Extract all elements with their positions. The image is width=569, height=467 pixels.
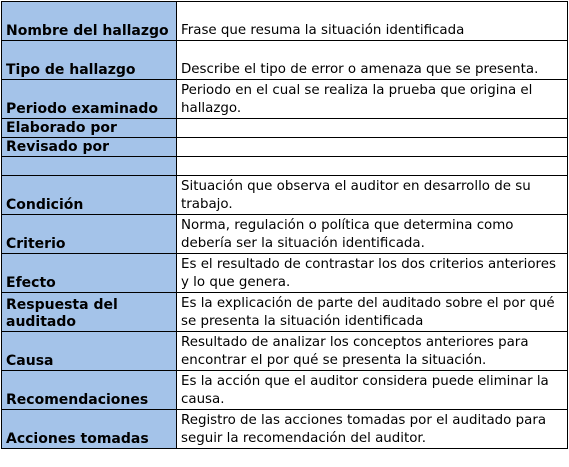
findings-sheet [1, 1, 567, 464]
row-label: Elaborado por [2, 119, 177, 138]
row-label: Efecto [2, 254, 177, 293]
row-description: Registro de las acciones tomadas por el auditado para seguir la recomendación del auditor. [177, 410, 568, 449]
row-label: Tipo de hallazgo [2, 41, 177, 80]
table-row [2, 254, 568, 293]
findings-table [1, 1, 568, 449]
table-row [2, 410, 568, 449]
table-row [2, 119, 568, 138]
row-description: Es la explicación de parte del auditado sobre el por qué se presenta la situación identificada [177, 293, 568, 332]
row-description: Resultado de analizar los conceptos anteriores para encontrar el por qué se presenta la situación. [177, 332, 568, 371]
table-row [2, 293, 568, 332]
row-description: Situación que observa el auditor en desarrollo de su trabajo. [177, 176, 568, 215]
row-label [2, 157, 177, 176]
row-description: Es el resultado de contrastar los dos criterios anteriores y lo que genera. [177, 254, 568, 293]
table-row [2, 157, 568, 176]
table-row [2, 176, 568, 215]
row-label: Recomendaciones [2, 371, 177, 410]
row-label: Nombre del hallazgo [2, 2, 177, 41]
row-description [177, 157, 568, 176]
table-row [2, 2, 568, 41]
row-label: Respuesta del auditado [2, 293, 177, 332]
row-label: Revisado por [2, 138, 177, 157]
row-description: Frase que resuma la situación identificada [177, 2, 568, 41]
row-label: Acciones tomadas [2, 410, 177, 449]
table-row [2, 332, 568, 371]
row-description [177, 119, 568, 138]
row-description: Norma, regulación o política que determina como debería ser la situación identificada. [177, 215, 568, 254]
row-label: Condición [2, 176, 177, 215]
table-row [2, 215, 568, 254]
table-row [2, 41, 568, 80]
table-row [2, 80, 568, 119]
row-description [177, 138, 568, 157]
table-row [2, 138, 568, 157]
row-label: Causa [2, 332, 177, 371]
row-description: Describe el tipo de error o amenaza que se presenta. [177, 41, 568, 80]
row-description: Periodo en el cual se realiza la prueba que origina el hallazgo. [177, 80, 568, 119]
table-row [2, 371, 568, 410]
row-label: Criterio [2, 215, 177, 254]
row-label: Periodo examinado [2, 80, 177, 119]
row-description: Es la acción que el auditor considera puede eliminar la causa. [177, 371, 568, 410]
